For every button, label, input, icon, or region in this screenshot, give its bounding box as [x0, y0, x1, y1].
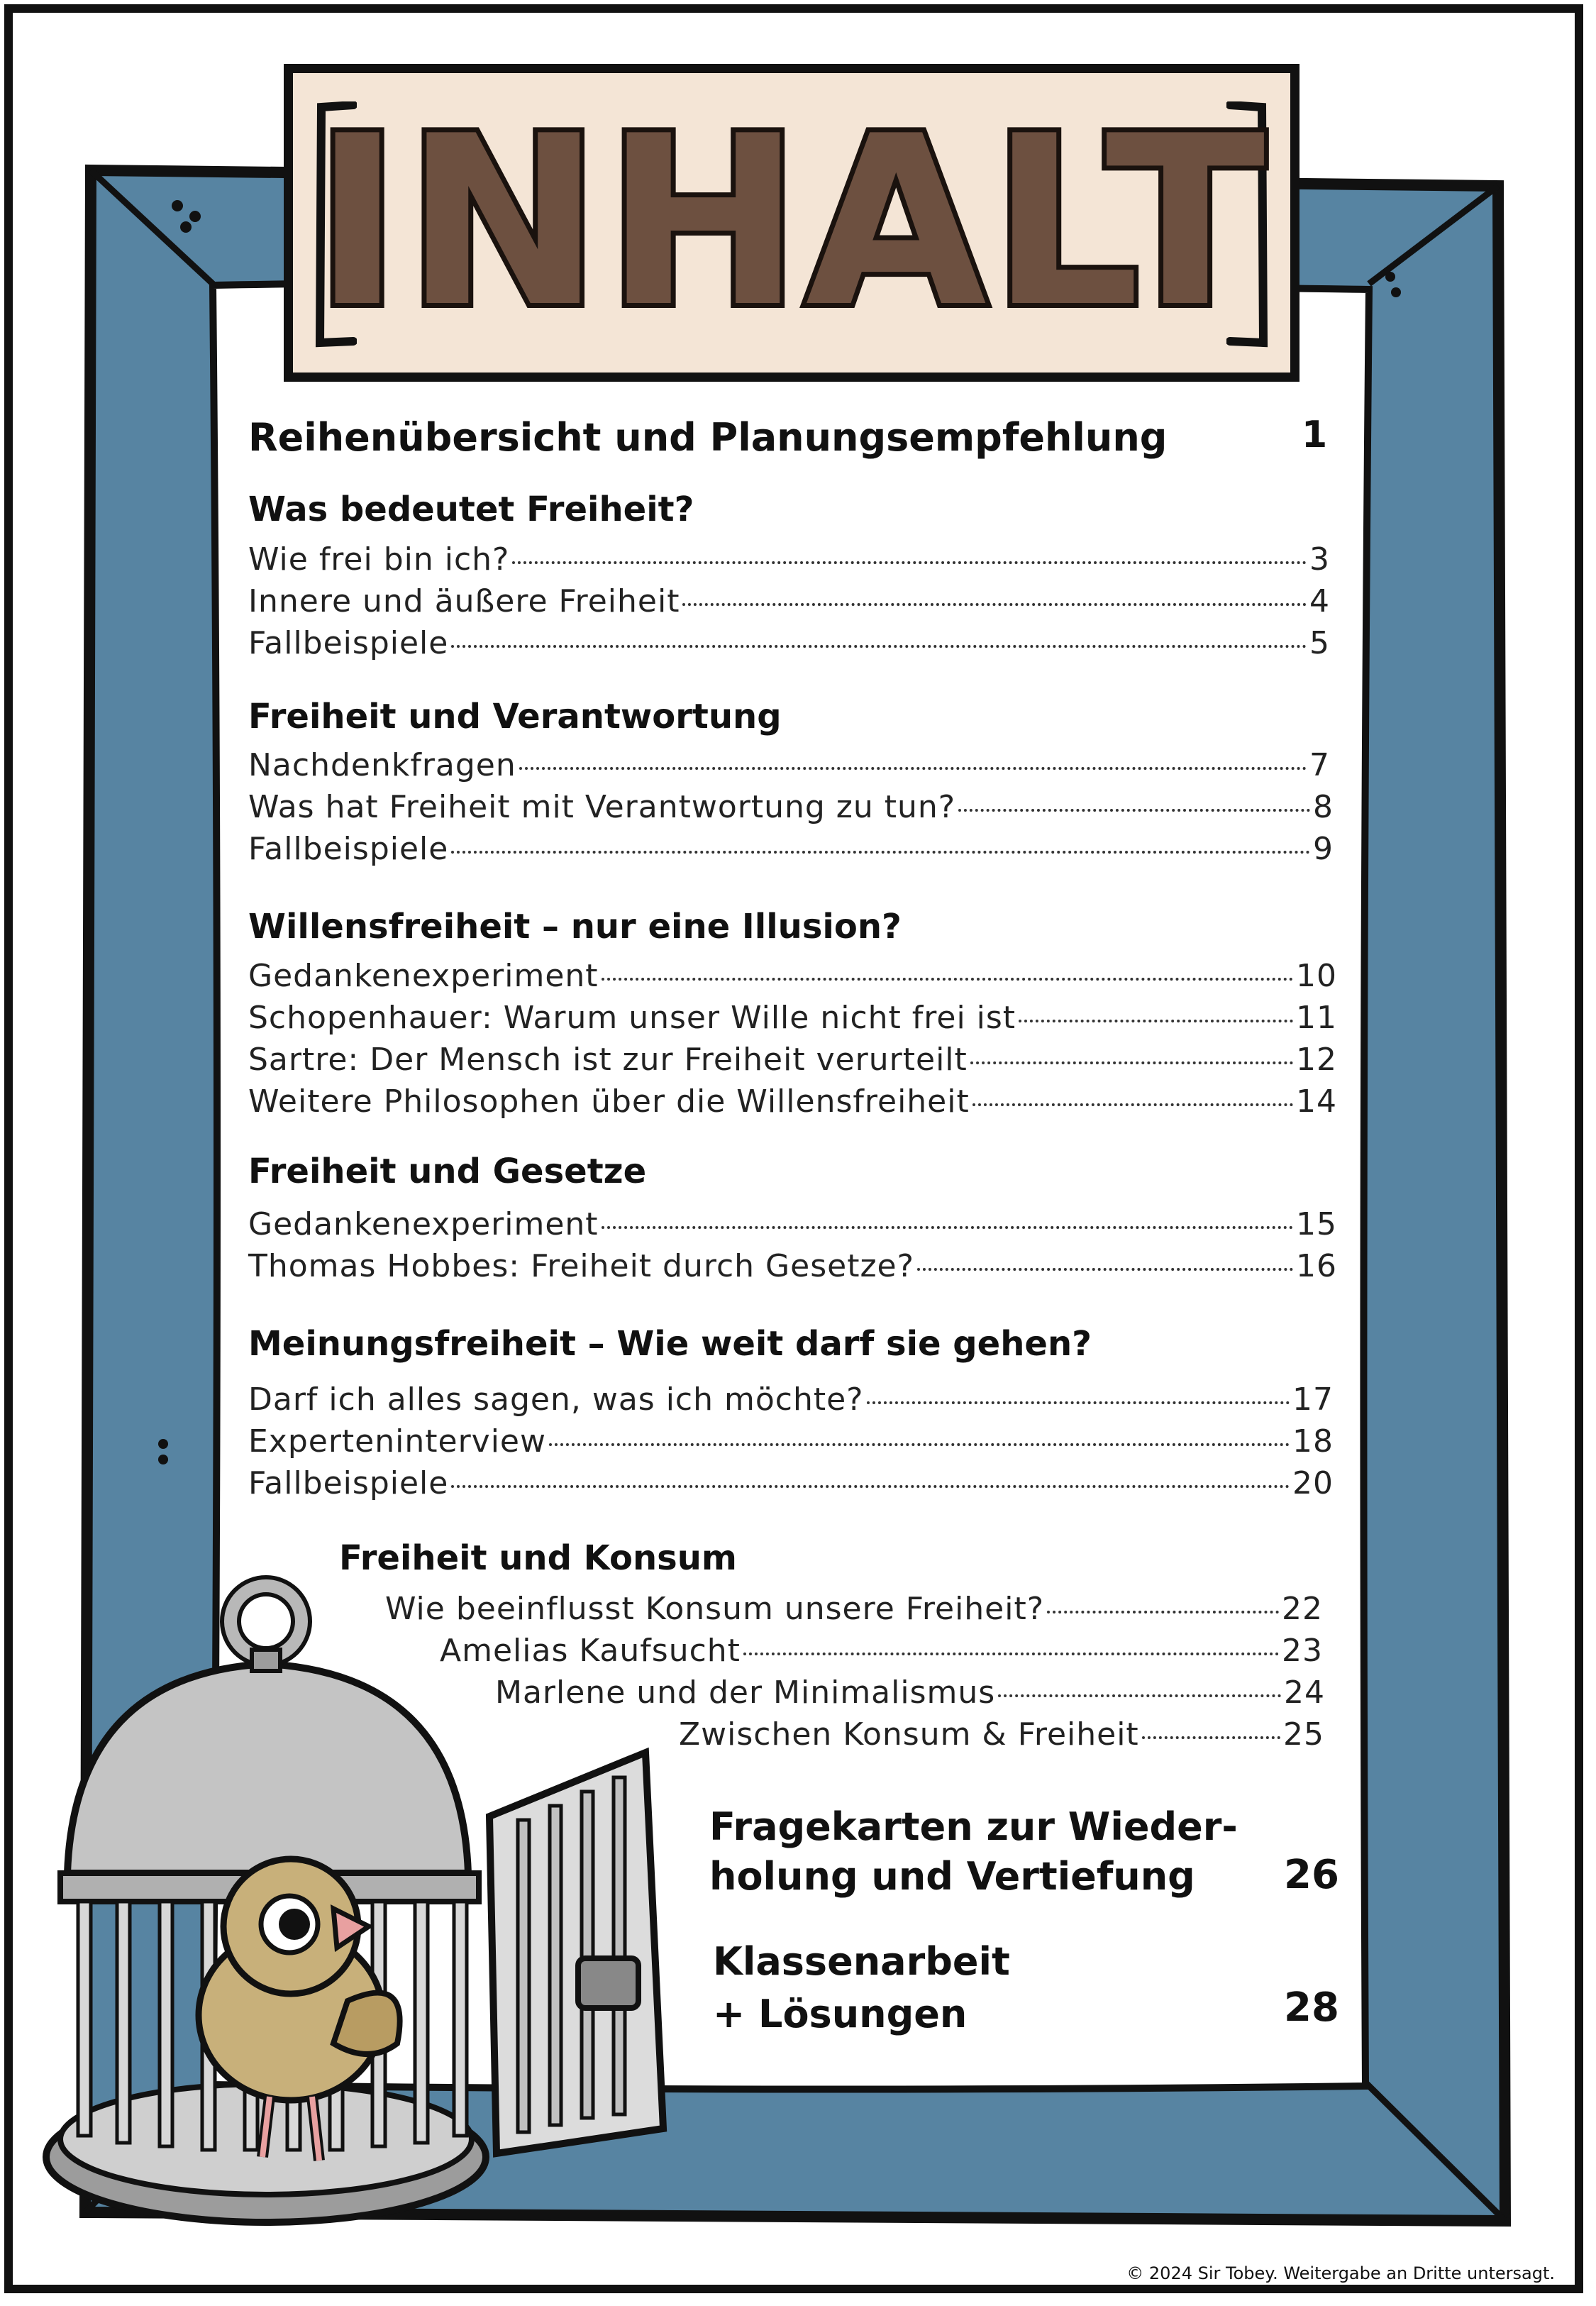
overview-heading: Reihenübersicht und Planungsempfehlung: [248, 415, 1168, 460]
toc-entry: Schopenhauer: Warum unser Wille nicht frei ist 11: [248, 1000, 1337, 1036]
toc-entry: Wie frei bin ich? 3: [248, 541, 1330, 578]
toc-entry: Nachdenkfragen 7: [248, 747, 1330, 783]
extra-page-number: 28: [1284, 1985, 1339, 2031]
extra-page-number: 26: [1284, 1852, 1339, 1898]
toc-entry: Gedankenexperiment 10: [248, 958, 1337, 994]
toc-entry: Marlene und der Minimalismus 24: [495, 1675, 1325, 1711]
extra-heading: [713, 1936, 1010, 2041]
toc-entry: Fallbeispiele 9: [248, 831, 1334, 867]
extra-heading-line: holung und Vertiefung: [709, 1854, 1195, 1899]
title-board: [284, 64, 1299, 382]
toc-entry: Wie beeinflusst Konsum unsere Freiheit? 22: [385, 1591, 1323, 1627]
section-heading: Freiheit und Verantwortung: [248, 697, 782, 737]
overview-page-number: 1: [1302, 414, 1328, 456]
extra-heading-line: + Lösungen: [713, 1992, 968, 2036]
extra-heading-line: Fragekarten zur Wieder-: [709, 1804, 1238, 1849]
toc-entry: Sartre: Der Mensch ist zur Freiheit verurteilt 12: [248, 1042, 1337, 1078]
toc-entry: Zwischen Konsum & Freiheit 25: [679, 1716, 1324, 1753]
copyright-notice: © 2024 Sir Tobey. Weitergabe an Dritte untersagt.: [1126, 2263, 1555, 2283]
toc-entry: Amelias Kaufsucht 23: [440, 1633, 1323, 1669]
toc-entry: Innere und äußere Freiheit 4: [248, 583, 1330, 619]
toc-entry: Fallbeispiele 20: [248, 1465, 1334, 1501]
toc-entry: Thomas Hobbes: Freiheit durch Gesetze? 16: [248, 1248, 1337, 1284]
section-heading: Meinungsfreiheit – Wie weit darf sie gehen?: [248, 1324, 1092, 1364]
section-heading: Freiheit und Gesetze: [248, 1152, 647, 1191]
toc-entry: Darf ich alles sagen, was ich möchte? 17: [248, 1381, 1334, 1418]
toc-entry: Weitere Philosophen über die Willensfreiheit 14: [248, 1083, 1337, 1120]
page-title: INHALT: [314, 86, 1270, 358]
extra-heading-line: Klassenarbeit: [713, 1939, 1010, 1984]
section-heading: Was bedeutet Freiheit?: [248, 490, 694, 529]
extra-heading: [709, 1802, 1238, 1902]
toc-entry: Experteninterview 18: [248, 1423, 1334, 1460]
section-heading: Willensfreiheit – nur eine Illusion?: [248, 907, 902, 947]
toc-entry: Was hat Freiheit mit Verantwortung zu tun? 8: [248, 789, 1334, 825]
toc-entry: Fallbeispiele 5: [248, 625, 1330, 661]
toc-entry: Gedankenexperiment 15: [248, 1206, 1337, 1242]
section-heading: Freiheit und Konsum: [339, 1538, 737, 1578]
